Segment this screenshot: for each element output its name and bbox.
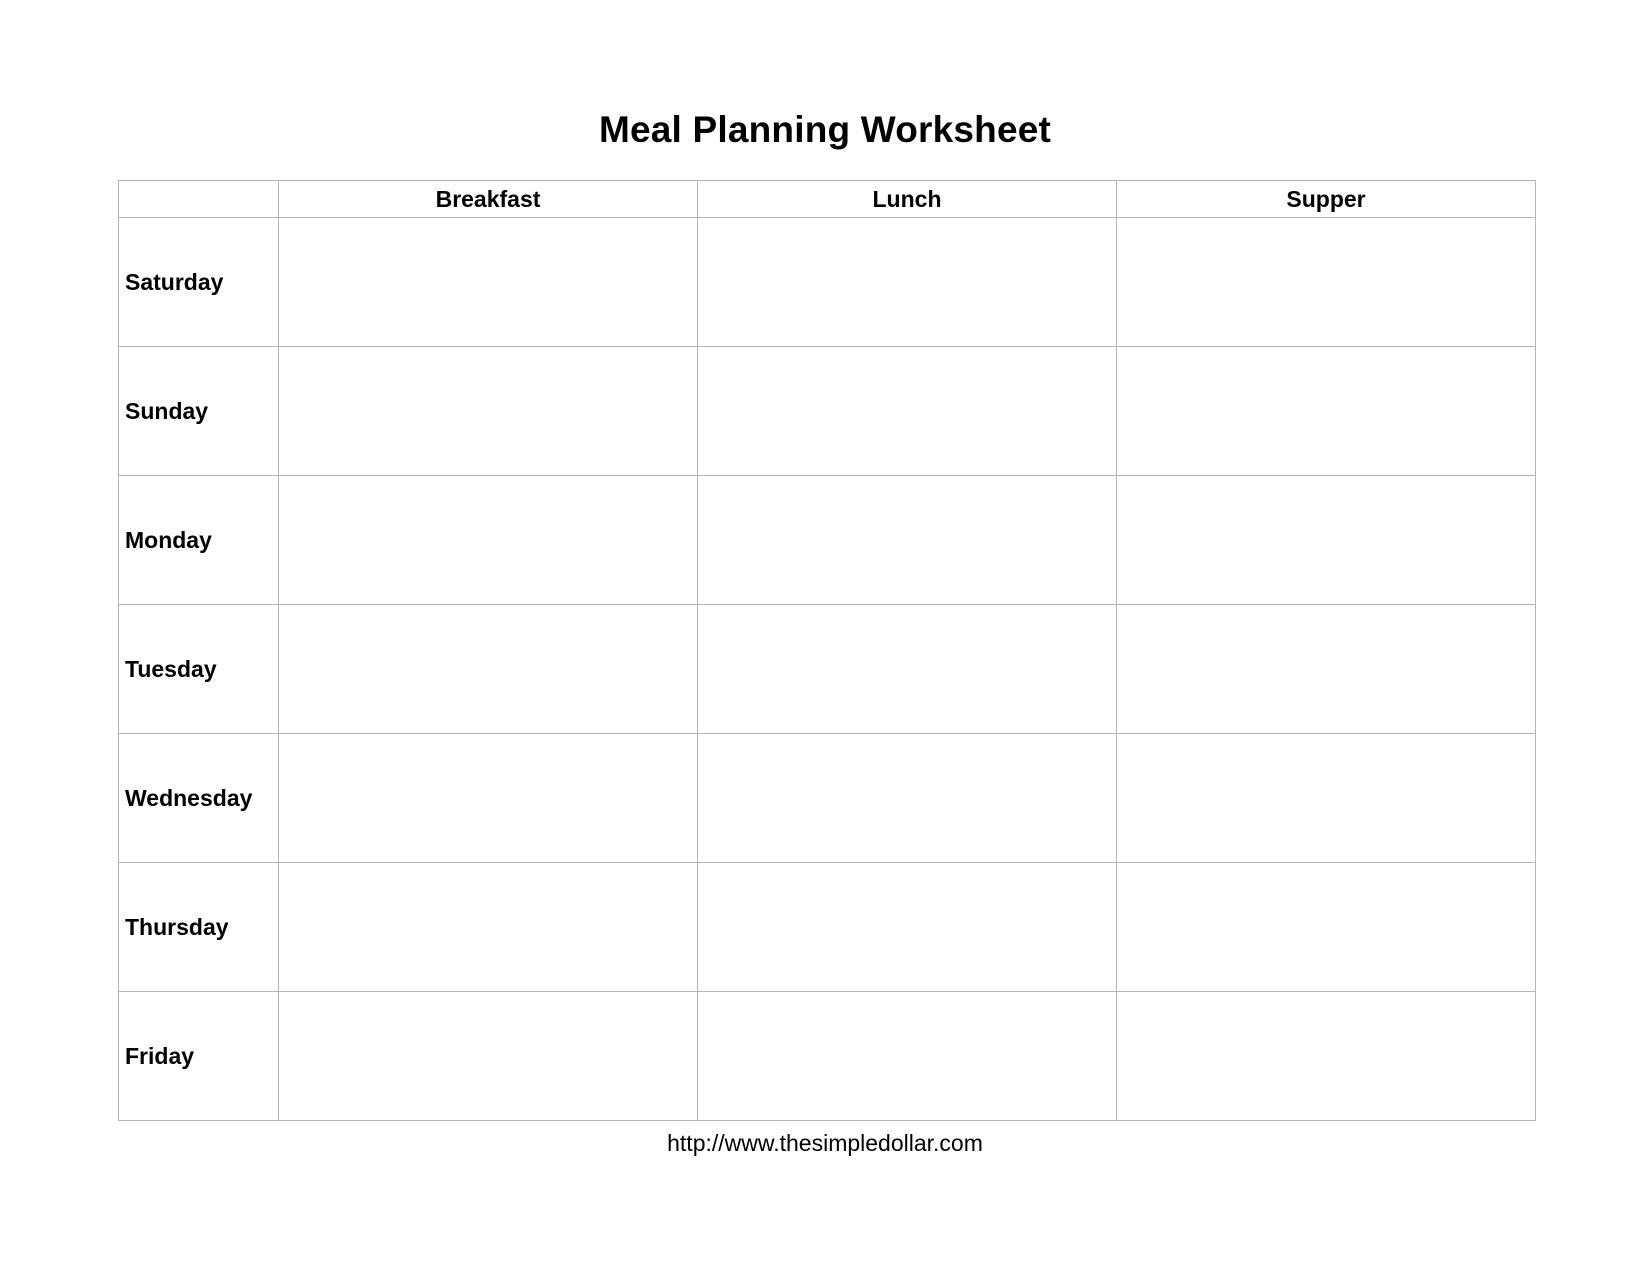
- table-row: [119, 992, 1536, 1121]
- breakfast-cell[interactable]: [279, 218, 698, 347]
- breakfast-cell[interactable]: [279, 476, 698, 605]
- breakfast-cell[interactable]: [279, 347, 698, 476]
- lunch-cell[interactable]: [698, 734, 1117, 863]
- footer-url: http://www.thesimpledollar.com: [667, 1130, 983, 1156]
- table-row: [119, 734, 1536, 863]
- column-header-supper: Supper: [1117, 181, 1536, 218]
- page-title: Meal Planning Worksheet: [598, 109, 1052, 150]
- lunch-cell[interactable]: [698, 992, 1117, 1121]
- day-label-saturday: Saturday: [119, 218, 279, 347]
- day-label-monday: Monday: [119, 476, 279, 605]
- header-row: [119, 181, 1536, 218]
- supper-cell[interactable]: [1117, 734, 1536, 863]
- table-row: [119, 218, 1536, 347]
- day-label-wednesday: Wednesday: [119, 734, 279, 863]
- supper-cell[interactable]: [1117, 605, 1536, 734]
- lunch-cell[interactable]: [698, 476, 1117, 605]
- breakfast-cell[interactable]: [279, 992, 698, 1121]
- day-label-friday: Friday: [119, 992, 279, 1121]
- day-label-sunday: Sunday: [119, 347, 279, 476]
- column-header-breakfast: Breakfast: [279, 181, 698, 218]
- supper-cell[interactable]: [1117, 476, 1536, 605]
- table-row: [119, 863, 1536, 992]
- lunch-cell[interactable]: [698, 863, 1117, 992]
- table-row: [119, 347, 1536, 476]
- breakfast-cell[interactable]: [279, 734, 698, 863]
- supper-cell[interactable]: [1117, 863, 1536, 992]
- day-label-tuesday: Tuesday: [119, 605, 279, 734]
- lunch-cell[interactable]: [698, 218, 1117, 347]
- supper-cell[interactable]: [1117, 992, 1536, 1121]
- meal-planning-table: [118, 180, 1536, 1121]
- table-row: [119, 476, 1536, 605]
- breakfast-cell[interactable]: [279, 605, 698, 734]
- supper-cell[interactable]: [1117, 347, 1536, 476]
- supper-cell[interactable]: [1117, 218, 1536, 347]
- day-label-thursday: Thursday: [119, 863, 279, 992]
- corner-cell: [119, 181, 279, 218]
- breakfast-cell[interactable]: [279, 863, 698, 992]
- lunch-cell[interactable]: [698, 347, 1117, 476]
- table-row: [119, 605, 1536, 734]
- lunch-cell[interactable]: [698, 605, 1117, 734]
- column-header-lunch: Lunch: [698, 181, 1117, 218]
